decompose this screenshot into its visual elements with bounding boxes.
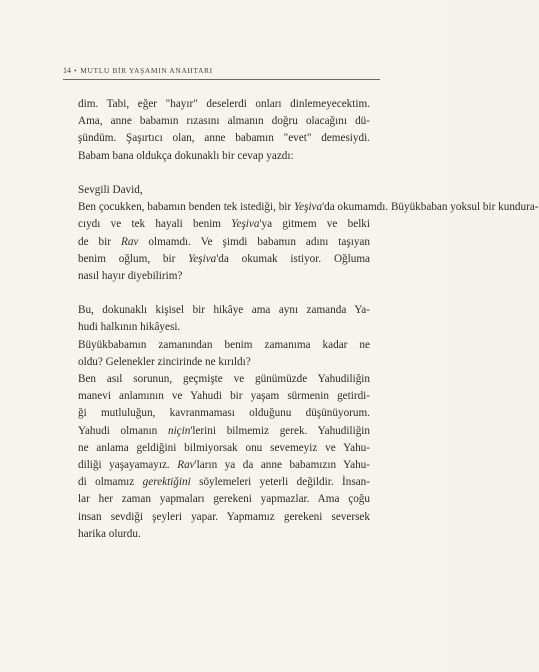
text-line: Büyükbabamın zamanından benim zamanıma kadar ne [78,338,370,351]
text-line: Babam bana oldukça dokunaklı bir cevap yazdı: [78,149,294,162]
text-line: şündüm. Şaşırtıcı olan, anne babamın "evet" demesiydi. [78,132,370,145]
text-line: insan sevdiği şeyleri yapar. Yapmamız gerekeni seversek [78,510,370,523]
text-run: 'lerini bilmemiz gerek. Yahudiliğin [190,424,370,437]
text-line: lar her zaman yapmaları gerekeni yapmazlar. Ama çoğu [78,493,370,506]
italic-term: Yeşiva [293,201,323,214]
text-line: oldu? Gelenekler zincirinde ne kırıldı? [78,355,251,368]
italic-term: Yeşiva [231,218,260,231]
text-run: 'da okumak istiyor. Oğluma [216,252,370,265]
text-run: diliği yaşayamayız. [78,458,178,471]
italic-term: Yeşiva [188,252,217,265]
page-number: 14 [63,66,71,75]
text-line [78,234,370,251]
header-rule [63,79,380,80]
bullet-separator: • [74,66,78,75]
text-run: cıydı ve tek hayali benim [78,218,232,231]
text-line [78,474,370,491]
text-line [78,199,539,216]
text-line [78,457,370,474]
text-run: söylemeleri yeterli değildir. İnsan- [190,476,370,489]
running-head-title: MUTLU BİR YAŞAMIN ANAHTARI [80,66,213,75]
paragraph-gap [78,285,370,302]
text-run: olmamdı. Ve şimdi babamın adını taşıyan [138,235,370,248]
paragraph-gap [78,165,370,182]
text-line: Bu, dokunaklı kişisel bir hikâye ama aynı zamanda Ya- [78,304,370,317]
text-line: ği mutluluğun, kavranmaması olduğunu düşünüyorum. [78,407,370,420]
text-run: di olmamız [78,476,143,489]
text-run: de bir [78,235,121,248]
text-line: ne anlama geldiğini bilmiyorsak onu sevemeyiz ve Yahu- [78,441,370,454]
italic-term: gerektiğini [142,476,191,489]
body-text [78,96,539,543]
text-run: 'ların ya da anne babamızın Yahu- [194,458,370,471]
text-run: Yahudi olmanın [78,424,168,437]
letter-salutation: Sevgili David, [78,183,143,196]
italic-term: Rav [177,458,195,471]
text-line [78,251,370,268]
text-line: manevi anlamının ve Yahudi bir yaşam sürmenin getirdi- [78,390,370,403]
text-line: Ama, anne babamın rızasını almanın doğru olacağını dü- [78,115,370,128]
text-run: Ben çocukken, babamın benden tek istediği, bir [78,201,294,214]
text-line: dim. Tabi, eğer "hayır" deselerdi onları dinlemeyecektim. [78,98,370,110]
text-run: benim oğlum, bir [78,252,189,265]
text-line [78,423,370,440]
italic-term: Rav [120,235,139,248]
text-line [78,216,370,233]
running-head [63,66,213,75]
text-line: hudi halkının hikâyesi. [78,321,181,334]
text-run: 'ya gitmem ve belki [259,218,371,231]
text-line: Ben asıl sorunun, geçmişte ve günümüzde Yahudiliğin [78,373,370,385]
italic-term: niçin [167,424,191,437]
text-run: 'da okumamdı. Büyükbaban yoksul bir kundura- [322,201,539,214]
text-line: harika olurdu. [78,527,141,540]
text-line: nasıl hayır diyebilirim? [78,269,183,282]
